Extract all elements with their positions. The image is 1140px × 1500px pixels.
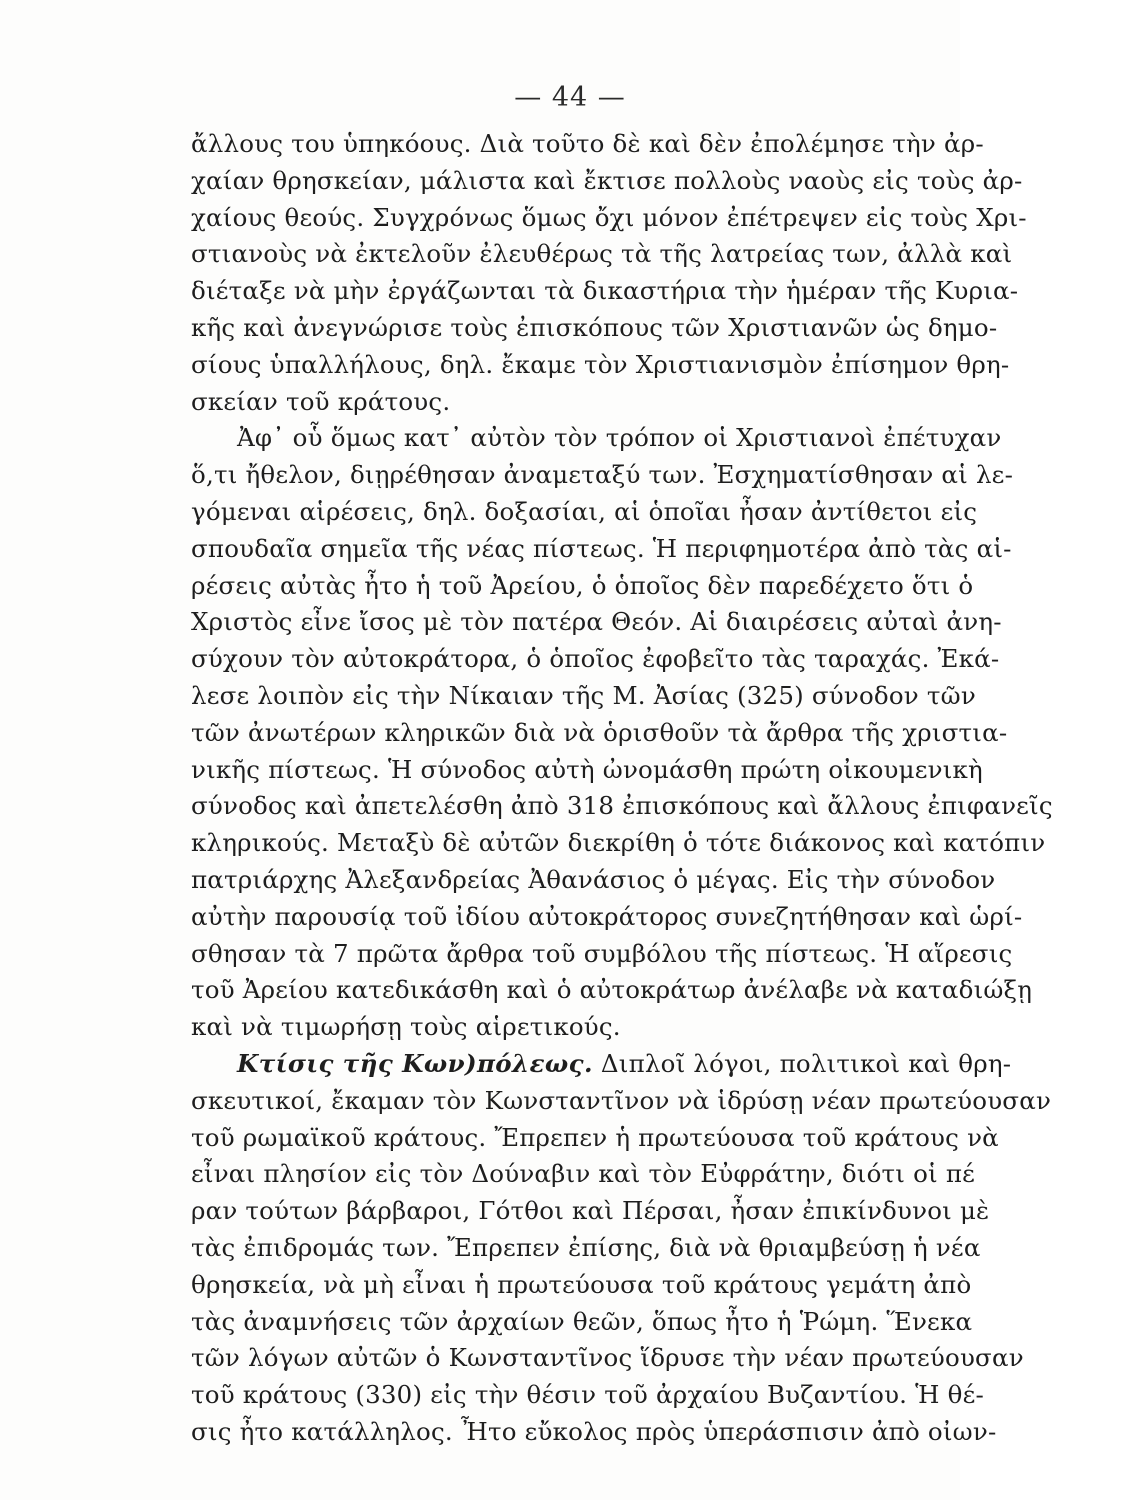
text-line: Ἀφ᾽ οὗ ὅμως κατ᾽ αὐτὸν τὸν τρόπον οἱ Χριστιανοὶ ἐπέτυχαν (237, 423, 1002, 453)
text-line: Χριστὸς εἶνε ἴσος μὲ τὸν πατέρα Θεόν. Αἱ διαιρέσεις αὐταὶ ἀνη- (191, 607, 1002, 637)
text-line: κῆς καὶ ἀνεγνώρισε τοὺς ἐπισκόπους τῶν Χριστιανῶν ὡς δημο- (191, 312, 998, 342)
text-line: τὰς ἀναμνήσεις τῶν ἀρχαίων θεῶν, ὅπως ἦτο ἡ Ῥώμη. Ἕνεκα (191, 1306, 973, 1336)
text-line: στιανοὺς νὰ ἐκτελοῦν ἐλευθέρως τὰ τῆς λατρείας των, ἀλλὰ καὶ (191, 239, 1013, 269)
text-line: διέταξε νὰ μὴν ἐργάζωνται τὰ δικαστήρια τὴν ἡμέραν τῆς Κυρια- (191, 276, 1019, 306)
page-number: — 44 — (514, 82, 626, 113)
body-text (191, 126, 1053, 1451)
text-line: Διπλοῖ λόγοι, πολιτικοὶ καὶ θρη- (600, 1048, 1012, 1078)
text-line: λεσε λοιπὸν εἰς τὴν Νίκαιαν τῆς Μ. Ἀσίας (325) σύνοδον τῶν (191, 680, 976, 710)
text-line: σπουδαῖα σημεῖα τῆς νέας πίστεως. Ἡ περιφημοτέρα ἀπὸ τὰς αἱ- (191, 533, 1012, 563)
text-line: νικῆς πίστεως. Ἡ σύνοδος αὐτὴ ὠνομάσθη πρώτη οἰκουμενικὴ (191, 754, 983, 784)
text-line: σκευτικοί, ἔκαμαν τὸν Κωνσταντῖνον νὰ ἱδρύσῃ νέαν πρωτεύουσαν (191, 1085, 1052, 1115)
text-line: σύνοδος καὶ ἀπετελέσθη ἀπὸ 318 ἐπισκόπους καὶ ἄλλους ἐπιφανεῖς (191, 791, 1053, 821)
text-line: ραν τούτων βάρβαροι, Γότθοι καὶ Πέρσαι, ἦσαν ἐπικίνδυνοι μὲ (191, 1196, 990, 1226)
text-line: ἄλλους του ὑπηκόους. Διὰ τοῦτο δὲ καὶ δὲν ἐπολέμησε τὴν ἀρ- (191, 129, 984, 158)
text-line: εἶναι πλησίον εἰς τὸν Δούναβιν καὶ τὸν Εὐφράτην, διότι οἱ πέ (191, 1159, 976, 1189)
text-line: γόμεναι αἱρέσεις, δηλ. δοξασίαι, αἱ ὁποῖαι ἦσαν ἀντίθετοι εἰς (191, 496, 978, 526)
text-line: τὰς ἐπιδρομάς των. Ἔπρεπεν ἐπίσης, διὰ νὰ θριαμβεύσῃ ἡ νέα (191, 1232, 981, 1262)
text-line: σίους ὑπαλλήλους, δηλ. ἔκαμε τὸν Χριστιανισμὸν ἐπίσημον θρη- (191, 349, 1010, 379)
text-line: ρέσεις αὐτὰς ἦτο ἡ τοῦ Ἀρείου, ὁ ὁποῖος δὲν παρεδέχετο ὅτι ὁ (191, 570, 974, 600)
text-line: σύχουν τὸν αὐτοκράτορα, ὁ ὁποῖος ἐφοβεῖτο τὰς ταραχάς. Ἐκά- (191, 644, 1000, 674)
text-line: σθησαν τὰ 7 πρῶτα ἄρθρα τοῦ συμβόλου τῆς πίστεως. Ἡ αἵρεσις (191, 938, 1013, 968)
text-line: τῶν λόγων αὐτῶν ὁ Κωνσταντῖνος ἵδρυσε τὴν νέαν πρωτεύουσαν (191, 1343, 1024, 1373)
text-line: πατριάρχης Ἀλεξανδρείας Ἀθανάσιος ὁ μέγας. Εἰς τὴν σύνοδον (191, 864, 996, 894)
text-line: καὶ νὰ τιμωρήσῃ τοὺς αἱρετικούς. (191, 1012, 621, 1042)
text-line: θρησκεία, νὰ μὴ εἶναι ἡ πρωτεύουσα τοῦ κράτους γεμάτη ἀπὸ (191, 1269, 972, 1299)
text-line: σις ἦτο κατάλληλος. Ἦτο εὔκολος πρὸς ὑπεράσπισιν ἀπὸ οἰων- (191, 1416, 997, 1446)
section-line (191, 1046, 1012, 1083)
text-line: τοῦ Ἀρείου κατεδικάσθη καὶ ὁ αὐτοκράτωρ ἀνέλαβε νὰ καταδιώξῃ (191, 975, 1033, 1005)
text-line: αὐτὴν παρουσίᾳ τοῦ ἰδίου αὐτοκράτορος συνεζητήθησαν καὶ ὡρί- (191, 901, 1023, 931)
text-line: τοῦ ρωμαϊκοῦ κράτους. Ἔπρεπεν ἡ πρωτεύουσα τοῦ κράτους νὰ (191, 1122, 999, 1152)
text-line: τοῦ κράτους (330) εἰς τὴν θέσιν τοῦ ἀρχαίου Βυζαντίου. Ἡ θέ- (191, 1380, 984, 1410)
text-line: χαίαν θρησκείαν, μάλιστα καὶ ἔκτισε πολλοὺς ναοὺς εἰς τοὺς ἀρ- (191, 165, 1023, 195)
text-line: ὅ,τι ἤθελον, διῃρέθησαν ἀναμεταξύ των. Ἐσχηματίσθησαν αἱ λε- (191, 460, 1014, 490)
text-line: τῶν ἀνωτέρων κληρικῶν διὰ νὰ ὁρισθοῦν τὰ ἄρθρα τῆς χριστια- (191, 717, 1008, 747)
text-line: σκείαν τοῦ κράτους. (191, 386, 451, 416)
text-line: κληρικούς. Μεταξὺ δὲ αὐτῶν διεκρίθη ὁ τότε διάκονος καὶ κατόπιν (191, 828, 1046, 858)
text-line: χαίους θεούς. Συγχρόνως ὅμως ὄχι μόνον ἐπέτρεψεν εἰς τοὺς Χρι- (191, 202, 1027, 232)
section-heading: Κτίσις τῆς Κων)πόλεως. (237, 1048, 593, 1078)
